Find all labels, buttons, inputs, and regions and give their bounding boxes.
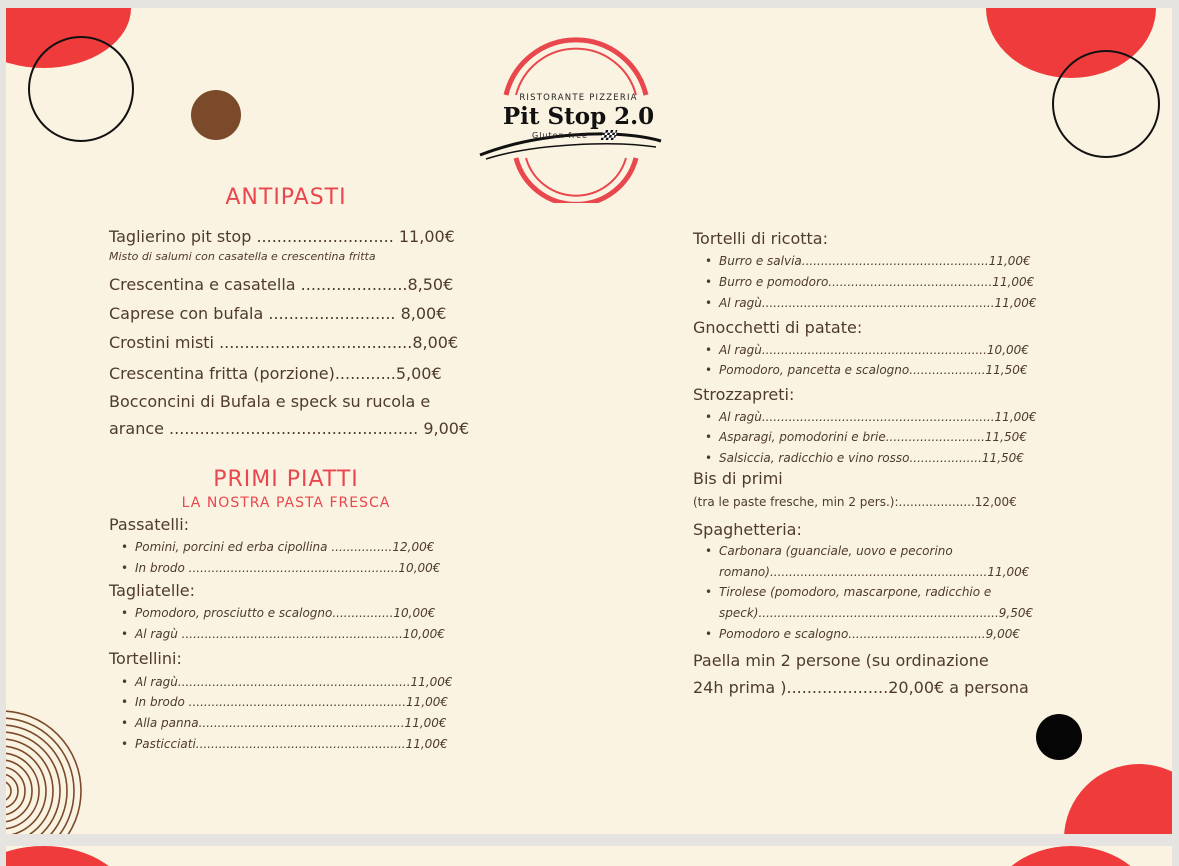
menu-item: • Al ragù...........................................................10,00€	[719, 343, 1029, 357]
bis-di-primi-title: Bis di primi	[693, 469, 783, 488]
menu-item: • In brodo .......................................................10,00€	[135, 561, 440, 575]
red-circle-next-page-left	[6, 846, 131, 866]
red-circle-next-page-right	[986, 846, 1156, 866]
menu-item-continued: speck)...............................................................9,50€	[719, 606, 1034, 620]
logo-tagline: Gluten free	[532, 131, 588, 140]
black-dot	[1036, 714, 1082, 760]
group-title-spaghetteria: Spaghetteria:	[693, 520, 802, 539]
menu-item: • Tirolese (pomodoro, mascarpone, radicchio e	[719, 585, 991, 599]
antipasti-item: Taglierino pit stop ........................... 11,00€	[109, 227, 455, 246]
paella-line: 24h prima )....................20,00€ a persona	[693, 678, 1029, 697]
group-title-tagliatelle: Tagliatelle:	[109, 581, 196, 600]
group-title-tortellini: Tortellini:	[109, 649, 182, 668]
group-title-passatelli: Passatelli:	[109, 515, 190, 534]
next-page-edge	[6, 846, 1172, 866]
group-title-strozzapreti: Strozzapreti:	[693, 385, 795, 404]
bis-di-primi-note: (tra le paste fresche, min 2 pers.):....................12,00€	[693, 495, 1017, 509]
group-title-tortelli: Tortelli di ricotta:	[693, 229, 828, 248]
menu-item: • Al ragù.............................................................11,00€	[719, 296, 1037, 310]
outline-circle-top-right	[1052, 50, 1160, 158]
menu-item: • Pomodoro, pancetta e scalogno....................11,50€	[719, 363, 1028, 377]
menu-item: • Carbonara (guanciale, uovo e pecorino	[719, 544, 953, 558]
menu-item: • Al ragù.............................................................11,00€	[719, 410, 1037, 424]
menu-item: • In brodo .........................................................11,00€	[135, 695, 448, 709]
logo-name: Pit Stop 2.0	[502, 103, 655, 130]
brown-dot	[191, 90, 241, 140]
menu-item: • Salsiccia, radicchio e vino rosso...................11,50€	[719, 451, 1024, 465]
antipasti-item: Caprese con bufala ......................... 8,00€	[109, 304, 447, 323]
antipasti-item: Bocconcini di Bufala e speck su rucola e	[109, 392, 431, 411]
menu-item: • Asparagi, pomodorini e brie..........................11,50€	[719, 430, 1027, 444]
antipasti-title: ANTIPASTI	[225, 185, 347, 210]
checkered-flag-icon	[601, 130, 618, 140]
spiral-ornament	[6, 706, 126, 834]
menu-item: • Pomodoro, prosciutto e scalogno................10,00€	[135, 606, 435, 620]
menu-item: • Al ragù.............................................................11,00€	[135, 675, 453, 689]
antipasti-item-note: Misto di salumi con casatella e crescentina fritta	[109, 250, 376, 263]
menu-item: • Al ragù ..........................................................10,00€	[135, 627, 445, 641]
menu-page	[6, 8, 1172, 834]
outline-circle-top-left	[28, 36, 134, 142]
red-circle-bottom-right	[1064, 764, 1172, 834]
menu-item: • Pasticciati.......................................................11,00€	[135, 737, 448, 751]
antipasti-item: Crostini misti ......................................8,00€	[109, 333, 459, 352]
antipasti-item: arance ................................................. 9,00€	[109, 419, 470, 438]
primi-title: PRIMI PIATTI	[213, 467, 359, 492]
menu-item: • Pomini, porcini ed erba cipollina ................12,00€	[135, 540, 434, 554]
antipasti-item: Crescentina fritta (porzione)............5,00€	[109, 364, 442, 383]
menu-item: • Burro e salvia.................................................11,00€	[719, 254, 1031, 268]
menu-item: • Burro e pomodoro...........................................11,00€	[719, 275, 1034, 289]
restaurant-logo	[476, 33, 676, 203]
paella-line: Paella min 2 persone (su ordinazione	[693, 651, 989, 670]
antipasti-item: Crescentina e casatella .....................8,50€	[109, 275, 454, 294]
menu-item: • Pomodoro e scalogno....................................9,00€	[719, 627, 1020, 641]
menu-item-continued: romano).........................................................11,00€	[719, 565, 1030, 579]
logo-top-text: RISTORANTE PIZZERIA	[519, 93, 638, 103]
group-title-gnocchetti: Gnocchetti di patate:	[693, 318, 863, 337]
primi-subtitle: LA NOSTRA PASTA FRESCA	[181, 495, 391, 511]
menu-item: • Alla panna......................................................11,00€	[135, 716, 447, 730]
